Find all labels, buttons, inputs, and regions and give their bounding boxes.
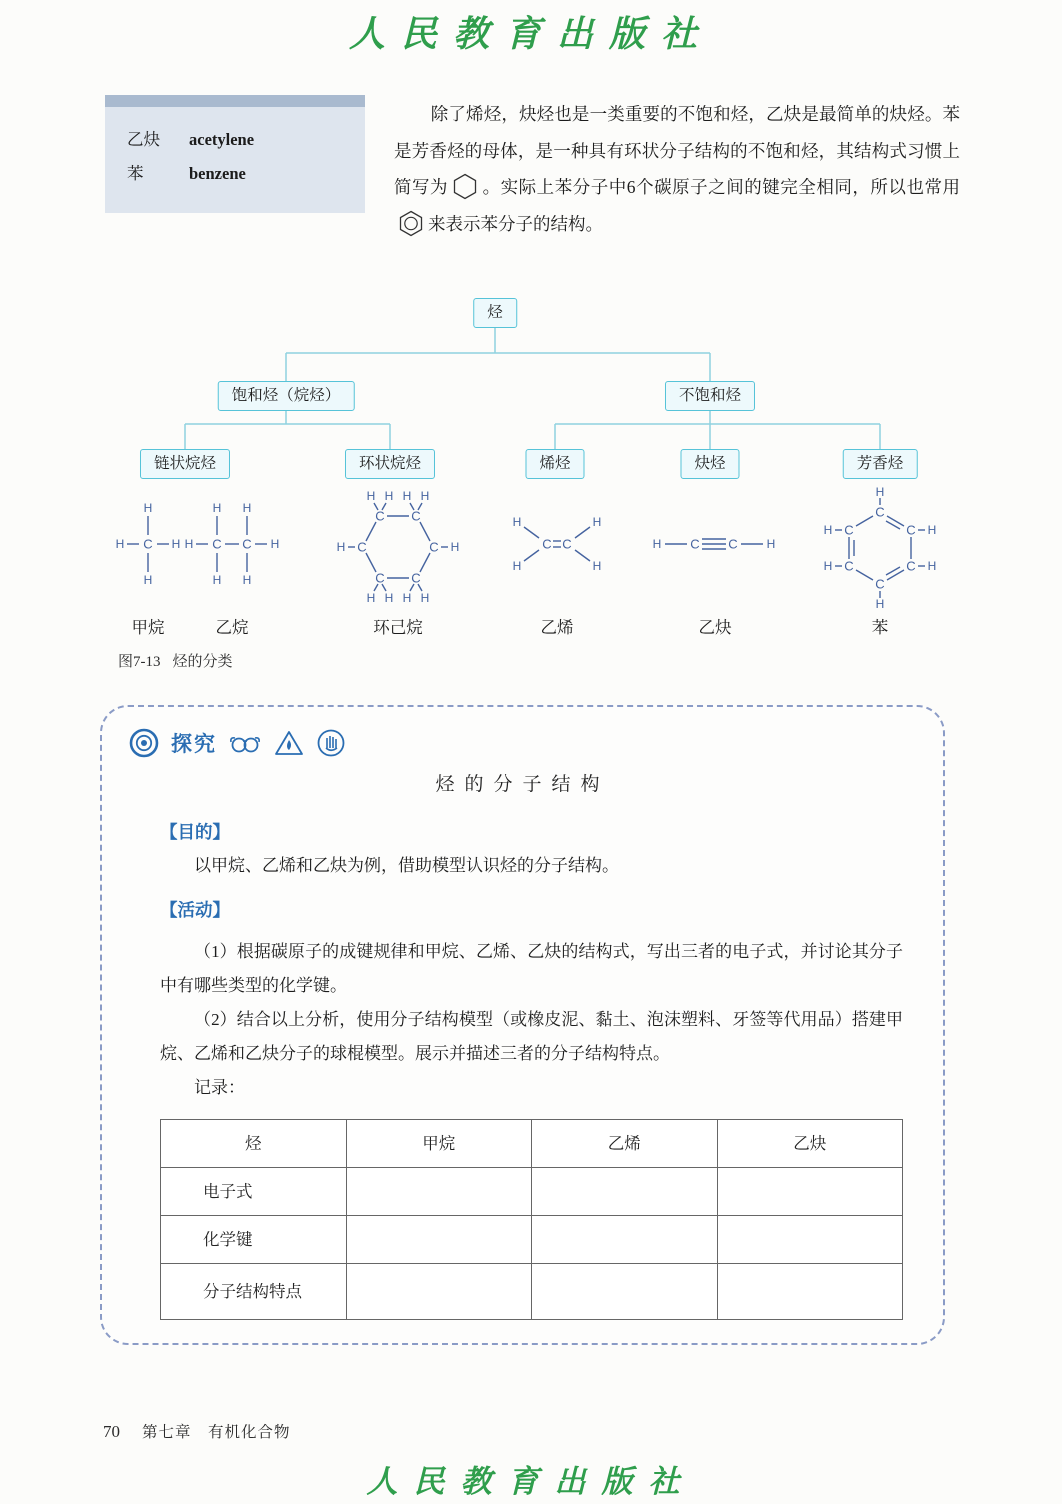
svg-text:C: C — [411, 570, 421, 586]
benzene-ring-circle-icon — [399, 210, 423, 237]
inquiry-box — [100, 705, 945, 1345]
svg-text:H: H — [823, 559, 833, 573]
svg-text:H: H — [184, 537, 194, 551]
node-chain-alkane: 链状烷烃 — [140, 449, 230, 479]
inquiry-body — [160, 811, 903, 1320]
svg-text:H: H — [766, 537, 776, 551]
svg-text:C: C — [429, 539, 439, 555]
table-cell-empty — [346, 1264, 532, 1320]
svg-text:C: C — [542, 536, 552, 552]
flammable-warning-icon — [273, 729, 305, 757]
vocab-en: benzene — [189, 164, 246, 183]
acetylene-structure — [645, 526, 785, 562]
vocab-item — [127, 123, 343, 157]
publisher-logo: 人民教育出版社 — [348, 13, 713, 55]
molecule-label-acetylene: 乙炔 — [698, 618, 732, 637]
table-cell-empty — [717, 1168, 903, 1216]
purpose-heading: 【目的】 — [160, 822, 230, 842]
table-cell-empty — [532, 1168, 718, 1216]
node-alkyne: 炔烃 — [680, 449, 739, 479]
table-header-methane: 甲烷 — [346, 1120, 532, 1168]
node-cycloalkane: 环状烷烃 — [345, 449, 435, 479]
activity-heading: 【活动】 — [160, 900, 230, 920]
inquiry-label: 探究 — [171, 733, 217, 756]
svg-text:C: C — [844, 522, 854, 538]
molecule-label-methane: 甲烷 — [131, 618, 165, 637]
figure-caption-text: 烃的分类 — [172, 654, 233, 670]
svg-text:H: H — [171, 537, 181, 551]
hand-safety-icon — [316, 728, 346, 758]
svg-text:H: H — [270, 537, 280, 551]
svg-text:C: C — [375, 570, 385, 586]
figure-caption-id: 图7-13 — [118, 654, 161, 670]
node-hydrocarbon: 烃 — [473, 298, 517, 328]
benzene-ring-simple-icon — [453, 173, 477, 200]
vocab-box-body — [105, 107, 365, 213]
table-header-acetylene: 乙炔 — [717, 1120, 903, 1168]
vocab-en: acetylene — [189, 130, 255, 149]
svg-text:C: C — [844, 558, 854, 574]
figure-caption — [118, 650, 233, 671]
svg-text:H: H — [143, 573, 153, 587]
svg-text:H: H — [875, 485, 885, 499]
node-aromatic: 芳香烃 — [843, 449, 918, 479]
svg-text:H: H — [384, 489, 394, 503]
svg-text:H: H — [592, 559, 602, 573]
purpose-text: 以甲烷、乙烯和乙炔为例，借助模型认识烃的分子结构。 — [194, 856, 619, 875]
inquiry-header — [128, 727, 346, 759]
goggles-icon — [228, 730, 262, 756]
table-row — [161, 1264, 903, 1320]
vocab-zh: 苯 — [127, 164, 144, 183]
inquiry-target-icon — [128, 727, 160, 759]
table-header-row — [161, 1120, 903, 1168]
svg-text:C: C — [728, 536, 738, 552]
svg-text:C: C — [411, 508, 421, 524]
intro-text-3: 来表示苯分子的结构。 — [428, 213, 603, 234]
inquiry-title: 烃的分子结构 — [435, 774, 610, 795]
activity-item-2: （2）结合以上分析，使用分子结构模型（或橡皮泥、黏土、泡沫塑料、牙签等代用品）搭建甲烷、乙烯和乙炔分子的球棍模型。展示并描述三者的分子结构特点。 — [160, 1010, 903, 1063]
molecule-label-benzene: 苯 — [871, 618, 889, 637]
table-row — [161, 1168, 903, 1216]
table-header-hydrocarbon: 烃 — [161, 1120, 347, 1168]
table-cell-empty — [346, 1216, 532, 1264]
svg-text:C: C — [906, 558, 916, 574]
molecule-label-cyclohexane: 环己烷 — [373, 618, 423, 637]
svg-text:C: C — [906, 522, 916, 538]
page-number: 70 — [103, 1422, 120, 1441]
svg-text:C: C — [375, 508, 385, 524]
svg-text:H: H — [402, 489, 412, 503]
vocab-box-top-bar — [105, 95, 365, 107]
activity-item-1: （1）根据碳原子的成键规律和甲烷、乙烯、乙炔的结构式，写出三者的电子式，并讨论其分子中有哪些类型的化学键。 — [160, 942, 903, 995]
benzene-structure — [815, 482, 945, 614]
svg-text:H: H — [366, 591, 376, 605]
svg-text:C: C — [562, 536, 572, 552]
cyclohexane-structure — [333, 484, 463, 610]
molecule-label-ethylene: 乙烯 — [540, 618, 574, 637]
chapter-title: 第七章 有机化合物 — [142, 1424, 291, 1441]
publisher-logo-bottom: 人民教育出版社 — [366, 1464, 696, 1500]
node-alkene: 烯烃 — [525, 449, 584, 479]
svg-text:H: H — [420, 591, 430, 605]
table-cell-empty — [717, 1264, 903, 1320]
row-label-electron-formula: 电子式 — [161, 1168, 347, 1216]
svg-text:C: C — [357, 539, 367, 555]
svg-text:H: H — [366, 489, 376, 503]
svg-text:H: H — [242, 573, 252, 587]
svg-text:H: H — [512, 515, 522, 529]
hydrocarbon-classification-figure — [0, 296, 1062, 676]
node-saturated: 饱和烃（烷烃） — [218, 381, 355, 411]
svg-text:C: C — [875, 576, 885, 592]
table-cell-empty — [717, 1216, 903, 1264]
svg-text:H: H — [336, 540, 346, 554]
methane-structure — [110, 496, 186, 592]
svg-text:H: H — [450, 540, 460, 554]
table-cell-empty — [532, 1216, 718, 1264]
table-row — [161, 1216, 903, 1264]
record-table — [160, 1119, 903, 1320]
intro-paragraph — [394, 96, 960, 242]
page-footer — [103, 1420, 291, 1442]
vocab-zh: 乙炔 — [127, 130, 160, 149]
table-cell-empty — [532, 1264, 718, 1320]
svg-text:H: H — [384, 591, 394, 605]
intro-text-1: 除了烯烃，炔烃也是一类重要的不饱和烃，乙炔是最简单的炔烃。苯是芳香烃的母体，是一种具有环状分子结构的不饱和烃，其结构式习惯上简写为 — [394, 104, 960, 197]
svg-text:C: C — [690, 536, 700, 552]
svg-text:H: H — [143, 501, 153, 515]
vocab-box — [105, 95, 365, 213]
svg-text:C: C — [143, 536, 153, 552]
svg-text:H: H — [592, 515, 602, 529]
intro-text-2: 。实际上苯分子中6个碳原子之间的键完全相同，所以也常用 — [482, 177, 961, 197]
svg-text:H: H — [420, 489, 430, 503]
svg-text:C: C — [242, 536, 252, 552]
node-unsaturated: 不饱和烃 — [665, 381, 755, 411]
svg-text:H: H — [823, 523, 833, 537]
svg-text:H: H — [875, 597, 885, 611]
svg-text:H: H — [212, 573, 222, 587]
molecule-label-ethane: 乙烷 — [215, 618, 249, 637]
svg-text:H: H — [927, 559, 937, 573]
vocab-item — [127, 157, 343, 191]
table-header-ethylene: 乙烯 — [532, 1120, 718, 1168]
svg-text:H: H — [512, 559, 522, 573]
svg-text:H: H — [652, 537, 662, 551]
svg-text:C: C — [875, 504, 885, 520]
svg-text:C: C — [212, 536, 222, 552]
svg-text:H: H — [242, 501, 252, 515]
ethane-structure — [179, 496, 285, 592]
svg-text:H: H — [927, 523, 937, 537]
record-label: 记录： — [194, 1078, 245, 1097]
svg-text:H: H — [402, 591, 412, 605]
svg-text:H: H — [212, 501, 222, 515]
table-cell-empty — [346, 1168, 532, 1216]
row-label-chemical-bond: 化学键 — [161, 1216, 347, 1264]
row-label-structure-feature: 分子结构特点 — [161, 1264, 347, 1320]
svg-text:H: H — [115, 537, 125, 551]
ethylene-structure — [501, 508, 613, 580]
